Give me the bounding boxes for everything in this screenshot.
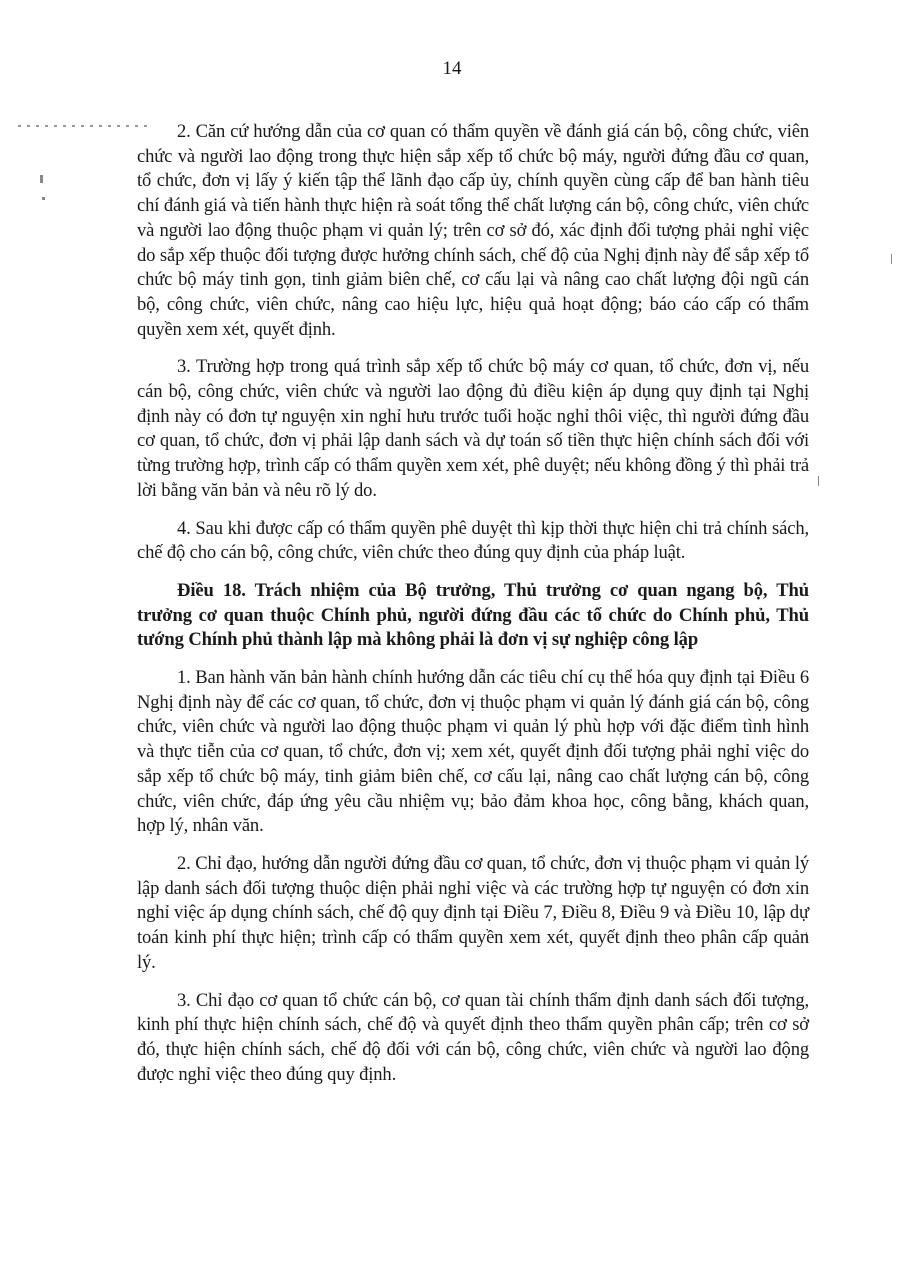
paragraph-4: 4. Sau khi được cấp có thẩm quyền phê duyệt thì kịp thời thực hiện chi trả chính sách, chế độ cho cán bộ, công chức, viên chức theo đúng quy định của pháp luật. xyxy=(137,517,809,564)
paragraph-2: 2. Căn cứ hướng dẫn của cơ quan có thẩm quyền về đánh giá cán bộ, công chức, viên chức và người lao động trong thực hiện sắp xếp tổ chức bộ máy, người đứng đầu cơ quan, tổ chức, đơn vị lấy ý kiến tập thể lãnh đạo cấp ủy, chính quyền cùng cấp để ban hành tiêu chí đánh giá và tiến hành thực hiện rà soát tổng thể chất lượng cán bộ, công chức, viên chức và người lao động thuộc phạm vi quản lý; trên cơ sở đó, xác định đối tượng phải nghỉ việc do sắp xếp thuộc đối tượng được hưởng chính sách, chế độ của Nghị định này để sắp xếp tổ chức bộ máy tinh gọn, tinh giảm biên chế, cơ cấu lại và nâng cao chất lượng đội ngũ cán bộ, công chức, viên chức, nâng cao hiệu lực, hiệu quả hoạt động; báo cáo cấp có thẩm quyền xem xét, quyết định. xyxy=(137,121,809,340)
scan-artifact-dashes xyxy=(18,125,148,127)
article-18-clause-1: 1. Ban hành văn bản hành chính hướng dẫn các tiêu chí cụ thể hóa quy định tại Điều 6 Nghị định này để các cơ quan, tổ chức, đơn vị thuộc phạm vi quản lý đánh giá cán bộ, công chức, viên chức và người lao động thuộc phạm vi quản lý phù hợp với đặc điểm tình hình và thực tiễn của cơ quan, tổ chức, đơn vị; xem xét, quyết định đối tượng phải nghỉ việc do sắp xếp tổ chức bộ máy, tinh giảm biên chế, cơ cấu lại, nâng cao chất lượng cán bộ, công chức, viên chức, đáp ứng yêu cầu nhiệm vụ; bảo đảm khoa học, công bằng, khách quan, hợp lý, nhân văn. xyxy=(137,667,809,837)
scan-artifact-mark xyxy=(40,175,43,183)
page-number: 14 xyxy=(442,58,462,79)
document-body xyxy=(137,120,809,1100)
paragraph-3: 3. Trường hợp trong quá trình sắp xếp tổ chức bộ máy cơ quan, tổ chức, đơn vị, nếu cán bộ, công chức, viên chức và người lao động đủ điều kiện áp dụng quy định tại Nghị định này có đơn tự nguyện xin nghỉ hưu trước tuổi hoặc nghỉ thôi việc, thì người đứng đầu cơ quan, tổ chức, đơn vị phải lập danh sách và dự toán số tiền thực hiện chính sách đối với từng trường hợp, trình cấp có thẩm quyền xem xét, phê duyệt; nếu không đồng ý thì phải trả lời bằng văn bản và nêu rõ lý do. xyxy=(137,356,809,501)
scan-artifact-mark xyxy=(891,254,892,264)
scan-artifact-mark xyxy=(818,476,819,486)
article-18-clause-2: 2. Chỉ đạo, hướng dẫn người đứng đầu cơ quan, tổ chức, đơn vị thuộc phạm vi quản lý lập danh sách đối tượng thuộc diện phải nghỉ việc và các trường hợp tự nguyện có đơn xin nghỉ việc áp dụng chính sách, chế độ quy định tại Điều 7, Điều 8, Điều 9 và Điều 10, lập dự toán kinh phí thực hiện; trình cấp có thẩm quyền xem xét, quyết định theo phân cấp quản lý. xyxy=(137,852,809,973)
article-18-clause-3: 3. Chỉ đạo cơ quan tổ chức cán bộ, cơ quan tài chính thẩm định danh sách đối tượng, kinh phí thực hiện chính sách, chế độ và quyết định theo thẩm quyền phân cấp; trên cơ sở đó, thực hiện chính sách, chế độ đối với cán bộ, công chức, viên chức và người lao động được nghỉ việc theo đúng quy định. xyxy=(137,989,809,1085)
article-18-heading: Điều 18. Trách nhiệm của Bộ trưởng, Thủ trưởng cơ quan ngang bộ, Thủ trưởng cơ quan thuộc Chính phủ, người đứng đầu các tổ chức do Chính phủ, Thủ tướng Chính phủ thành lập mà không phải là đơn vị sự nghiệp công lập xyxy=(137,579,809,651)
scan-artifact-mark xyxy=(42,197,45,200)
